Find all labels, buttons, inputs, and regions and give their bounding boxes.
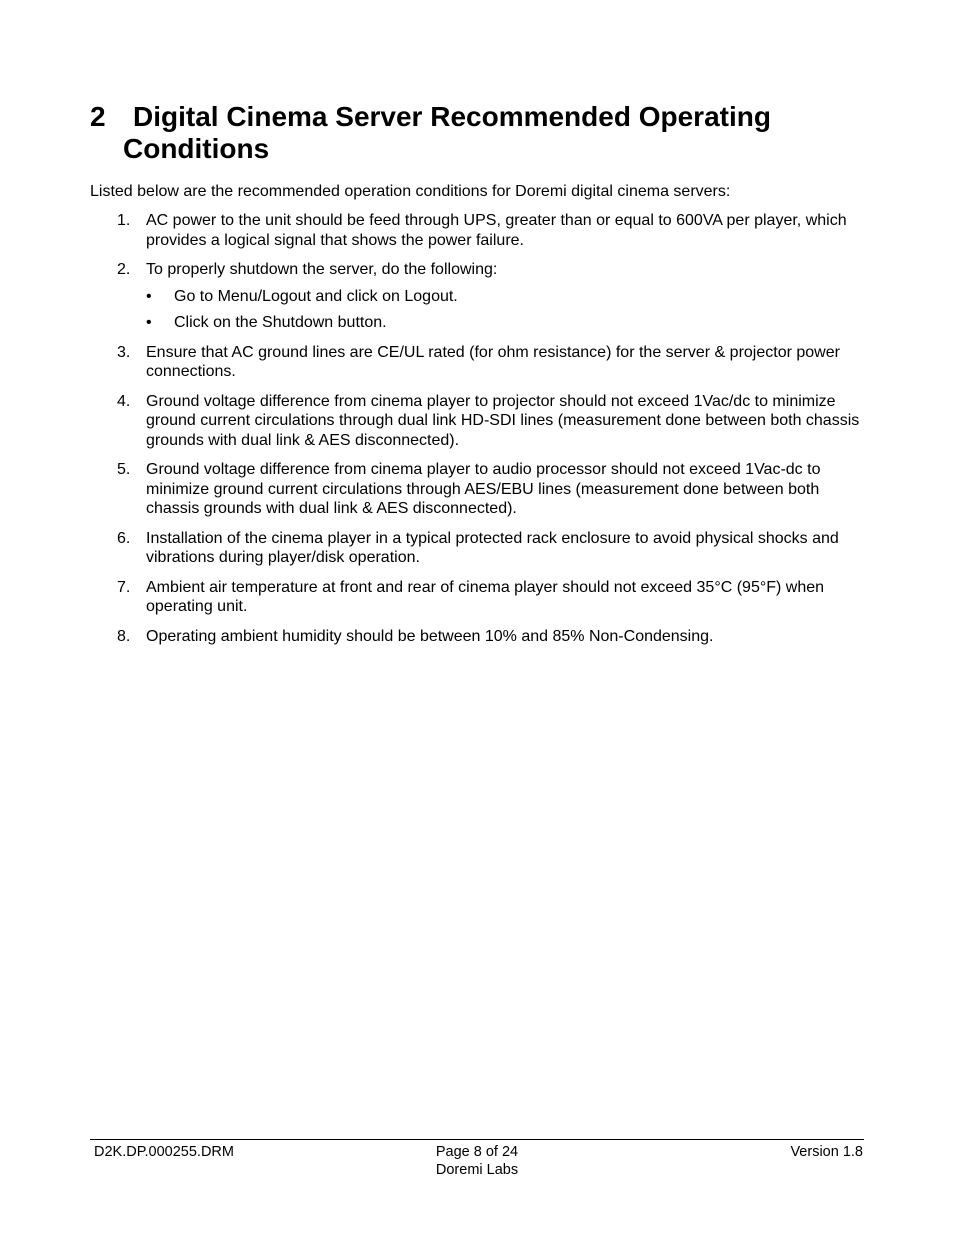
item-text: Ambient air temperature at front and rear of cinema player should not exceed 35°C (95°F) when operating unit. bbox=[146, 578, 825, 615]
item-text: Installation of the cinema player in a typical protected rack enclosure to avoid physical shocks and vibrations during player/disk operation. bbox=[146, 529, 839, 566]
bullet-icon: • bbox=[146, 287, 152, 305]
list-item bbox=[90, 211, 870, 250]
item-number: 4. bbox=[117, 392, 131, 410]
item-number: 1. bbox=[117, 212, 131, 229]
section-title-line2: Conditions bbox=[123, 133, 270, 164]
section-number: 2 bbox=[90, 101, 106, 132]
list-item bbox=[90, 529, 870, 568]
footer-page-number: Page 8 of 24 bbox=[435, 1144, 519, 1160]
item-text: Ensure that AC ground lines are CE/UL rated (for ohm resistance) for the server & projector power connections. bbox=[146, 343, 840, 380]
item-number: 8. bbox=[117, 627, 131, 645]
item-text: Operating ambient humidity should be between 10% and 85% Non-Condensing. bbox=[146, 627, 714, 645]
bullet-text: Go to Menu/Logout and click on Logout. bbox=[174, 287, 458, 305]
item-number: 2. bbox=[117, 261, 131, 278]
footer-company: Doremi Labs bbox=[435, 1162, 519, 1178]
list-item bbox=[90, 343, 870, 382]
item-text: AC power to the unit should be feed through UPS, greater than or equal to 600VA per player, which provides a logical signal that shows the power failure. bbox=[146, 212, 847, 249]
bullet-text: Click on the Shutdown button. bbox=[174, 314, 387, 331]
item-text: Ground voltage difference from cinema player to audio processor should not exceed 1Vac-dc to minimize ground current circulations through AES/EBU lines (measurement done between both chassis grounds with dual link & AES disconnected). bbox=[146, 461, 821, 517]
item-number: 6. bbox=[117, 529, 131, 547]
bullet-item bbox=[146, 313, 870, 333]
item-text: Ground voltage difference from cinema player to projector should not exceed 1Vac/dc to minimize ground current circulations through dual link HD-SDI lines (measurement done between both chassis grounds with dual link & AES disconnected). bbox=[146, 392, 860, 449]
bullet-icon: • bbox=[146, 314, 152, 331]
list-item bbox=[90, 578, 870, 617]
list-item bbox=[90, 627, 870, 647]
item-number: 3. bbox=[117, 343, 131, 361]
section-heading bbox=[90, 101, 850, 165]
list-item bbox=[90, 460, 870, 519]
footer-doc-id: D2K.DP.000255.DRM bbox=[94, 1144, 234, 1160]
item-text: To properly shutdown the server, do the following: bbox=[146, 261, 498, 278]
item-number: 7. bbox=[117, 578, 131, 596]
item-number: 5. bbox=[117, 461, 131, 478]
conditions-list bbox=[90, 211, 870, 656]
section-title-line1: Digital Cinema Server Recommended Operating bbox=[133, 101, 771, 132]
list-item bbox=[90, 260, 870, 333]
intro-paragraph: Listed below are the recommended operation conditions for Doremi digital cinema servers: bbox=[90, 183, 731, 200]
list-item bbox=[90, 392, 870, 451]
footer-center bbox=[377, 1143, 577, 1179]
footer-divider bbox=[90, 1139, 864, 1140]
bullet-item bbox=[146, 287, 870, 307]
footer-version: Version 1.8 bbox=[790, 1144, 863, 1160]
